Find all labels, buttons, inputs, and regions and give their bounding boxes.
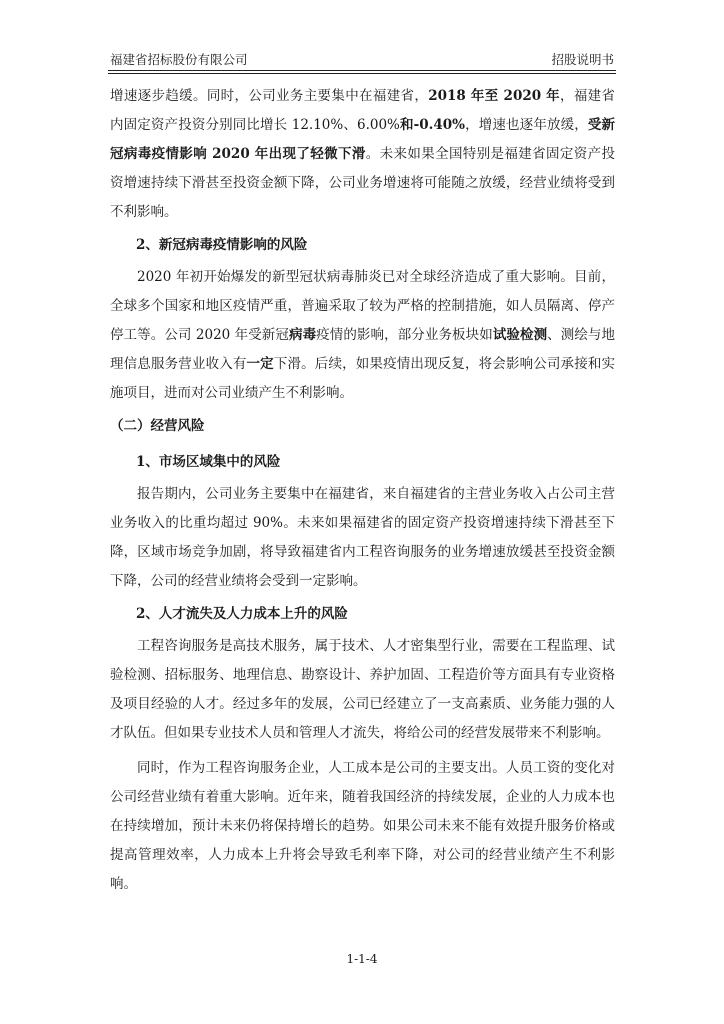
header-doc-type: 招股说明书 <box>551 52 614 67</box>
paragraph-pandemic-risk <box>110 263 615 408</box>
bold-text: 和-0.40% <box>399 117 465 133</box>
paragraph-market-concentration: 报告期内，公司业务主要集中在福建省，来自福建省的主营业务收入占公司主营业务收入的比重均超过 90%。未来如果福建省的固定资产投资增速持续下滑甚至下降，区域市场竞争加剧，将导致福建省内工程咨询服务的业务增速放缓甚至投资金额下降，公司的经营业绩将会受到一定影响。 <box>110 486 615 589</box>
text-run: 。未来如果全国特别是福建省固定资产投资增速持续下滑甚至投资金额下降，公司业务增速将可能随之放缓，经营业绩将受到不利影响。 <box>110 146 615 220</box>
paragraph-talent-loss: 工程咨询服务是高技术服务，属于技术、人才密集型行业，需要在工程监理、试验检测、招标服务、地理信息、勘察设计、养护加固、工程造价等方面具有专业资格及项目经验的人才。经过多年的发展，公司已经建立了一支高素质、业务能力强的人才队伍。但如果专业技术人员和管理人才流失，将给公司的经营发展带来不利影响。 <box>110 638 615 741</box>
page-header <box>110 50 614 68</box>
paragraph-labor-cost: 同时，作为工程咨询服务企业，人工成本是公司的主要支出。人员工资的变化对公司经营业绩有着重大影响。近年来，随着我国经济的持续发展，企业的人力成本也在持续增加，预计未来仍将保持增长的趋势。如果公司未来不能有效提升服务价格或提高管理效率，人力成本上升将会导致毛利率下降，对公司的经营业绩产生不利影响。 <box>110 760 615 892</box>
section-heading-operating-risk: （二）经营风险 <box>110 418 205 434</box>
header-rule-thin <box>108 73 616 74</box>
text-run: ，增速也逐年放缓， <box>464 117 588 133</box>
text-run: 、测绘与地理信息服务营业收入有 <box>110 327 616 372</box>
header-rule-thick <box>108 70 616 71</box>
document-body <box>110 82 615 899</box>
bold-text: 一定 <box>246 356 274 372</box>
heading-market-concentration: 1、市场区域集中的风险 <box>136 454 281 470</box>
bold-text: 病毒 <box>288 327 317 343</box>
text-run: 下滑。后续，如果疫情出现反复，将会影响公司承接和实施项目，进而对公司业绩产生不利影响。 <box>110 356 616 401</box>
heading-pandemic-risk: 2、新冠病毒疫情影响的风险 <box>136 237 308 253</box>
heading-talent-cost: 2、人才流失及人力成本上升的风险 <box>136 606 348 622</box>
bold-text: 试验检测 <box>492 327 548 343</box>
text-run: 增速逐步趋缓。同时，公司业务主要集中在福建省， <box>110 88 429 104</box>
page-number: 1-1-4 <box>346 952 378 966</box>
header-company: 福建省招标股份有限公司 <box>110 52 248 67</box>
paragraph-growth-slowdown <box>110 82 615 227</box>
text-run: 疫情的影响，部分业务板块如 <box>316 327 493 343</box>
bold-text: 受新冠病毒疫情影响 2020 年出现了轻微下滑 <box>110 117 616 162</box>
bold-text: 2018 年至 2020 年 <box>428 88 560 104</box>
text-run: ，福建省内固定资产投资分别同比增长 12.10%、6.00% <box>110 88 616 133</box>
text-run: 2020 年初开始爆发的新型冠状病毒肺炎已对全球经济造成了重大影响。目前，全球多个国家和地区疫情严重，普遍采取了较为严格的控制措施，如人员隔离、停产停工等。公司 2020 年受新冠 <box>110 269 615 343</box>
